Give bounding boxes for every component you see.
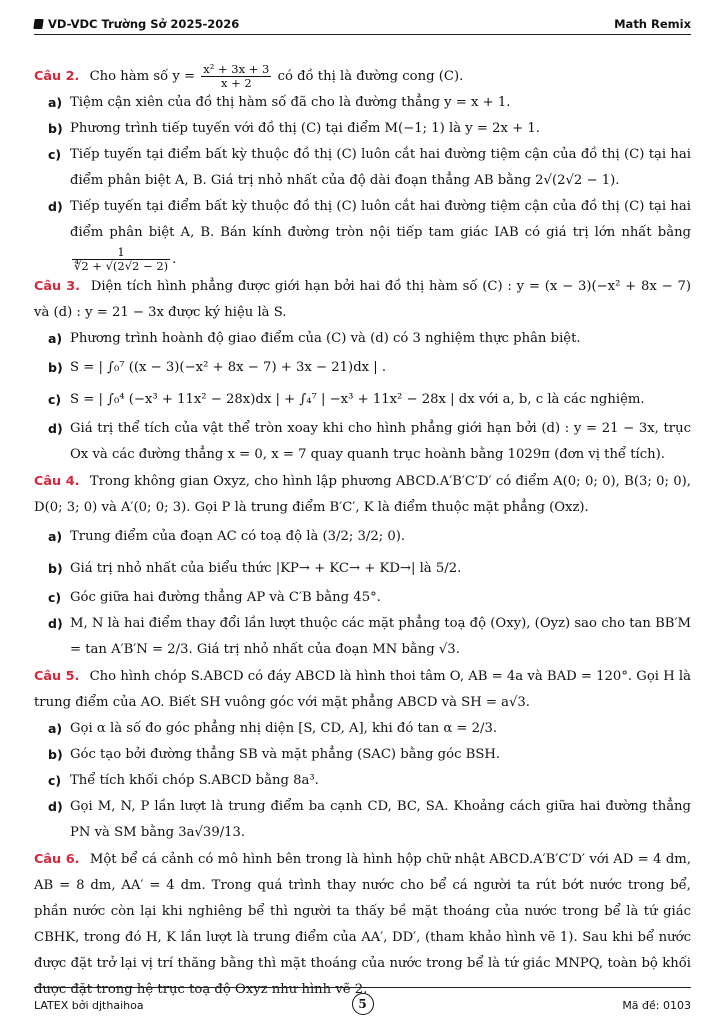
page-number: 5 bbox=[352, 993, 374, 1015]
statement-text: Phương trình hoành độ giao điểm của (C) và (d) có 3 nghiệm thực phân biệt. bbox=[70, 331, 581, 346]
statement-b bbox=[34, 352, 691, 384]
question-intro bbox=[34, 847, 691, 1003]
statement-label: a) bbox=[48, 95, 63, 110]
statement-label: a) bbox=[48, 331, 63, 346]
statement-label: b) bbox=[48, 121, 63, 136]
statement-text: Tiệm cận xiên của đồ thị hàm số đã cho là đường thẳng y = x + 1. bbox=[70, 95, 511, 110]
statement-label: d) bbox=[48, 616, 63, 631]
statement-text-part: Tiếp tuyến tại điểm bất kỳ thuộc đồ thị (C) luôn cắt hai đường tiệm cận của đồ thị (C) tại hai điểm phân biệt A, B. Bán kính đường tròn nội tiếp tam giác IAB có giá trị lớn nhất bằng bbox=[70, 199, 691, 240]
statement-text: M, N là hai điểm thay đổi lần lượt thuộc các mặt phẳng toạ độ (Oxy), (Oyz) sao cho tan BB′M = tan A′B′N = 2/3. Giá trị nhỏ nhất của đoạn MN bằng √3. bbox=[70, 616, 691, 657]
statement-label: c) bbox=[48, 392, 62, 407]
statement-text: Giá trị thể tích của vật thể tròn xoay khi cho hình phẳng giới hạn bởi (d) : y = 21 − 3x, trục Ox và các đường thẳng x = 0, x = 7 quay quanh trục hoành bằng 1029π (đơn vị thể tích). bbox=[70, 421, 691, 462]
statement-label: d) bbox=[48, 799, 63, 814]
statement-text: Thể tích khối chóp S.ABCD bằng 8a³. bbox=[70, 773, 319, 788]
statement-text: Trung điểm của đoạn AC có toạ độ là (3/2; 3/2; 0). bbox=[70, 529, 406, 544]
intro-text: Trong không gian Oxyz, cho hình lập phương ABCD.A′B′C′D′ có điểm A(0; 0; 0), B(3; 0; 0), D(0; 3; 0) và A′(0; 0; 3). Gọi P là trung điểm B′C′, K là điểm thuộc mặt phẳng (Oxz). bbox=[34, 474, 691, 515]
question-intro bbox=[34, 469, 691, 521]
header-title: VD-VDC Trường Sở 2025-2026 bbox=[48, 17, 240, 31]
statement-text: S = | ∫₀⁴ (−x³ + 11x² − 28x)dx | + ∫₄⁷ | −x³ + 11x² − 28x | dx với a, b, c là các nghiệm. bbox=[70, 392, 645, 407]
statement-label: b) bbox=[48, 561, 63, 576]
statement-b bbox=[34, 116, 691, 142]
statement-text: Tiếp tuyến tại điểm bất kỳ thuộc đồ thị (C) luôn cắt hai đường tiệm cận của đồ thị (C) tại hai điểm phân biệt A, B. Giá trị nhỏ nhất của độ dài đoạn thẳng AB bằng 2√(2√2 − 1). bbox=[70, 147, 691, 188]
intro-text: Diện tích hình phẳng được giới hạn bởi hai đồ thị hàm số (C) : y = (x − 3)(−x² + 8x − 7) và (d) : y = 21 − 3x được ký hiệu là S. bbox=[34, 279, 692, 320]
statement-text: Góc giữa hai đường thẳng AP và C′B bằng 45°. bbox=[70, 590, 381, 605]
statement-label: c) bbox=[48, 590, 62, 605]
intro-text: Cho hình chóp S.ABCD có đáy ABCD là hình thoi tâm O, AB = 4a và BAD = 120°. Gọi H là trung điểm của AO. Biết SH vuông góc với mặt phẳng ABCD và SH = a√3. bbox=[34, 669, 691, 710]
question-6 bbox=[34, 847, 691, 1003]
statement-b bbox=[34, 553, 691, 585]
statement-text: Giá trị nhỏ nhất của biểu thức |KP→ + KC→ + KD→| là 5/2. bbox=[70, 561, 462, 576]
statement-d bbox=[34, 794, 691, 846]
intro-text: Cho hàm số y = bbox=[89, 69, 196, 84]
question-intro bbox=[34, 63, 691, 90]
question-label: Câu 6. bbox=[34, 852, 80, 867]
statement-c bbox=[34, 768, 691, 794]
statement-a bbox=[34, 326, 691, 352]
fraction-denominator: x + 2 bbox=[220, 76, 252, 90]
fraction bbox=[72, 246, 170, 273]
question-3 bbox=[34, 274, 691, 468]
footer-credit: LATEX bởi djthaihoa bbox=[34, 998, 144, 1012]
statement-text: Tiếp tuyến tại điểm bất kỳ thuộc đồ thị (C) luôn cắt hai đường tiệm cận của đồ thị (C) tại hai điểm phân biệt A, B. Bán kính đường tròn nội tiếp tam giác IAB có giá trị lớn nhất bằng $\frac{1}{∜2 + √(2√2 - 2)}$ . bbox=[70, 199, 691, 273]
statement-text: S = | ∫₀⁷ ((x − 3)(−x² + 8x − 7) + 3x − 21)dx | . bbox=[70, 360, 387, 375]
question-label: Câu 4. bbox=[34, 474, 80, 489]
statement-d bbox=[34, 416, 691, 468]
header-left bbox=[34, 17, 239, 31]
statement-b bbox=[34, 742, 691, 768]
question-intro bbox=[34, 664, 691, 716]
fraction-numerator: 1 bbox=[72, 246, 170, 260]
statement-c bbox=[34, 384, 691, 416]
statement-label: a) bbox=[48, 529, 63, 544]
question-4 bbox=[34, 469, 691, 663]
statement-c bbox=[34, 585, 691, 611]
page-header bbox=[34, 14, 691, 35]
question-5 bbox=[34, 664, 691, 846]
statement-label: a) bbox=[48, 721, 63, 736]
statement-d bbox=[34, 194, 691, 273]
statement-a bbox=[34, 521, 691, 553]
statement-text: Gọi α là số đo góc phẳng nhị diện [S, CD, A], khi đó tan α = 2/3. bbox=[70, 721, 498, 736]
question-label: Câu 2. bbox=[34, 69, 80, 84]
fraction-denominator: ∜2 + √(2√2 − 2) bbox=[74, 259, 169, 273]
statement-a bbox=[34, 90, 691, 116]
header-brand: Math Remix bbox=[614, 17, 691, 31]
fraction bbox=[201, 63, 271, 90]
statement-label: c) bbox=[48, 773, 62, 788]
question-label: Câu 5. bbox=[34, 669, 80, 684]
statement-label: c) bbox=[48, 147, 62, 162]
statement-c bbox=[34, 142, 691, 194]
intro-text: Một bể cá cảnh có mô hình bên trong là hình hộp chữ nhật ABCD.A′B′C′D′ với AD = 4 dm, AB = 8 dm, AA′ = 4 dm. Trong quá trình thay nước cho bể cá người ta rút bớt nước trong bể, phần nước còn lại khi nghiêng bể thì người ta thấy bề mặt thoáng của nước trong bể là tứ giác CBHK, trong đó H, K lần lượt là trung điểm của AA′, DD′, (tham khảo hình vẽ 1). Sau khi bể nước được đặt trở lại vị trí thăng bằng thì mặt thoáng của nước trong bể là tứ giác MNPQ, toàn bộ khối được đặt trong hệ trục toạ độ Oxyz như hình vẽ 2. bbox=[34, 852, 691, 997]
statement-text: Phương trình tiếp tuyến với đồ thị (C) tại điểm M(−1; 1) là y = 2x + 1. bbox=[70, 121, 540, 136]
question-intro bbox=[34, 274, 691, 326]
intro-text: có đồ thị là đường cong (C). bbox=[277, 69, 464, 84]
statement-label: b) bbox=[48, 747, 63, 762]
fraction-numerator: x² + 3x + 3 bbox=[203, 62, 270, 76]
statement-label: b) bbox=[48, 360, 63, 375]
statement-label: d) bbox=[48, 421, 63, 436]
statement-text: Góc tạo bởi đường thẳng SB và mặt phẳng (SAC) bằng góc BSH. bbox=[70, 747, 501, 762]
question-2 bbox=[34, 63, 691, 273]
statement-a bbox=[34, 716, 691, 742]
question-label: Câu 3. bbox=[34, 279, 80, 294]
statement-label: d) bbox=[48, 199, 63, 214]
book-icon bbox=[33, 19, 43, 29]
statement-d bbox=[34, 611, 691, 663]
exam-code: Mã đề: 0103 bbox=[622, 998, 691, 1012]
page-footer bbox=[34, 987, 691, 1022]
statement-text: Gọi M, N, P lần lượt là trung điểm ba cạnh CD, BC, SA. Khoảng cách giữa hai đường thẳng PN và SM bằng 3a√39/13. bbox=[70, 799, 691, 840]
document-body bbox=[34, 62, 691, 1003]
